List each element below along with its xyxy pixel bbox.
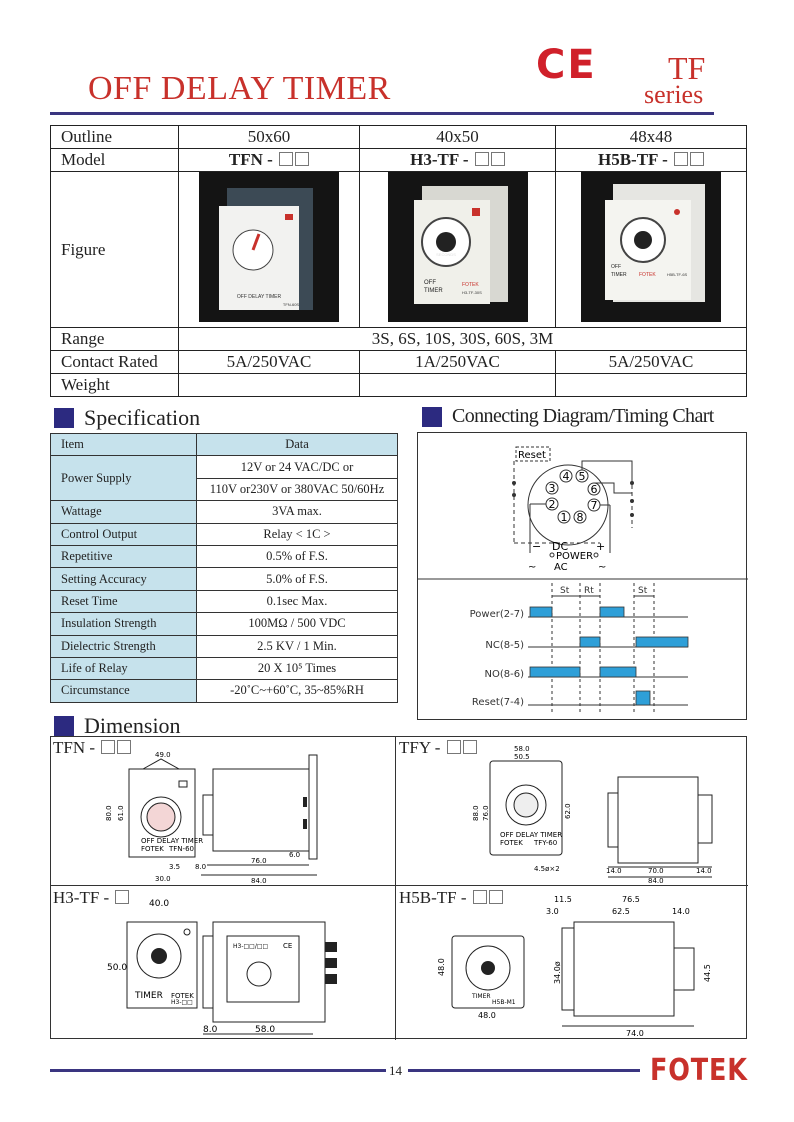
outline-label: Outline [51,126,179,149]
heading-square-icon [54,716,74,736]
outline-tfn: 50x60 [179,126,360,149]
weight-h3 [360,374,556,397]
tfy-dim-label: TFY - [399,738,477,758]
spec-row [51,568,398,590]
page-number: 14 [389,1063,402,1078]
svg-text:6.0: 6.0 [289,851,301,859]
h5b-photo-off: OFF [611,264,621,270]
svg-text:88.0: 88.0 [472,805,480,821]
tfn-photo-model: TFN-60S [282,302,300,307]
svg-text:TIMER: TIMER [135,991,163,1001]
svg-text:4.5ø×2: 4.5ø×2 [534,865,560,873]
row-figure [51,172,747,328]
svg-text:8.0: 8.0 [203,1025,218,1035]
power-pulse-2 [600,607,624,617]
row-range [51,328,747,351]
weight-label: Weight [51,374,179,397]
h5b-dimension-drawing [396,886,748,1040]
h5b-dim-label: H5B-TF - [399,888,503,908]
spec-value: -20˚C~+60˚C, 35~85%RH [197,680,398,702]
svg-text:80.0: 80.0 [105,805,113,821]
svg-text:50.0: 50.0 [107,963,128,973]
svg-text:74.0: 74.0 [626,1029,644,1038]
pin-1: 1 [560,511,568,524]
tfn-dimension-drawing [51,737,395,885]
tfn-photo [199,172,339,322]
spec-value: 5.0% of F.S. [197,568,398,590]
nc-pulse-2 [636,637,688,647]
pin-5: 5 [578,470,586,483]
ac-label: AC [554,562,568,573]
svg-text:48.0: 48.0 [437,958,446,976]
model-h3: H3-TF - [360,149,556,172]
page-title: OFF DELAY TIMER [88,70,391,107]
spec-value: 2.5 KV / 1 Min. [197,635,398,657]
dimension-box [50,736,747,1039]
h3-photo-seconds: SECONDS [435,252,456,257]
model-h5b: H5B-TF - [556,149,747,172]
h3-photo-model: H3-TF-30S [461,290,482,295]
svg-text:11.5: 11.5 [554,895,572,904]
spec-item: Setting Accuracy [51,568,197,590]
spec-item: Wattage [51,501,197,523]
svg-text:76.0: 76.0 [482,805,490,821]
svg-text:30.0: 30.0 [155,875,171,883]
figure-tfn [179,172,360,328]
contact-tfn: 5A/250VAC [179,351,360,374]
pin-2: 2 [548,498,556,511]
svg-text:OFF DELAY TIMER: OFF DELAY TIMER [500,831,563,839]
svg-text:84.0: 84.0 [251,877,267,885]
svg-text:CE: CE [283,942,293,950]
outline-h5b: 48x48 [556,126,747,149]
h3-photo-off: OFF [423,280,436,286]
heading-square-icon [422,407,442,427]
svg-text:76.5: 76.5 [622,895,640,904]
h3-dimension-drawing [51,886,395,1040]
h3-photo-brand: FOTEK [461,282,479,288]
row-weight [51,374,747,397]
pin-6: 6 [590,483,598,496]
tfn-dim-label: TFN - [53,738,131,758]
no-pulse-1 [530,667,580,677]
svg-text:61.0: 61.0 [117,805,125,821]
h5b-photo-timer: TIMER [611,272,627,278]
svg-text:76.0: 76.0 [251,857,267,865]
pin-8: 8 [576,511,584,524]
svg-text:50.5: 50.5 [514,753,530,761]
spec-row [51,590,398,612]
fotek-logo: FOTEK [650,1053,748,1088]
spec-item: Control Output [51,523,197,545]
svg-text:TFY-60: TFY-60 [534,839,558,847]
spec-row [51,523,398,545]
spec-value: 12V or 24 VAC/DC or [197,456,398,478]
spec-item: Reset Time [51,590,197,612]
figure-h5b [556,172,747,328]
contact-label: Contact Rated [51,351,179,374]
heading-square-icon [54,408,74,428]
nc-pulse-1 [580,637,600,647]
spec-header-data: Data [197,434,398,456]
spec-row [51,501,398,523]
svg-text:70.0: 70.0 [648,867,664,875]
row-model [51,149,747,172]
figure-label: Figure [51,172,179,328]
svg-text:OFF DELAY TIMER: OFF DELAY TIMER [141,837,204,845]
spec-value: 20 X 10⁵ Times [197,657,398,679]
svg-text:H5B-M1: H5B-M1 [492,999,516,1006]
range-value: 3S, 6S, 10S, 30S, 60S, 3M [179,328,747,351]
signal-no-label: NO(8-6) [484,669,524,680]
specification-table [50,433,398,703]
series-code: TF [668,50,706,86]
spec-value: 3VA max. [197,501,398,523]
svg-text:TIMER: TIMER [472,993,491,1000]
spec-row [51,680,398,702]
figure-h3 [360,172,556,328]
spec-value: 110V or230V or 380VAC 50/60Hz [197,478,398,500]
svg-text:3.5: 3.5 [169,863,181,871]
footer-rule-right [408,1069,640,1072]
tfy-dimension-drawing [396,737,748,885]
svg-text:14.0: 14.0 [696,867,712,875]
outline-h3: 40x50 [360,126,556,149]
power-pulse-1 [530,607,552,617]
dc-plus-label: + [596,540,606,553]
svg-text:H3-□□: H3-□□ [171,999,193,1006]
h5b-photo-model: H5B-TF-6S [667,272,688,277]
pin-4: 4 [562,470,570,483]
signal-reset-label: Reset(7-4) [471,697,524,708]
connecting-diagram-box [417,432,747,720]
svg-text:34.0ø: 34.0ø [553,961,562,984]
tfn-photo-caption: OFF DELAY TIMER [236,294,282,300]
svg-text:62.0: 62.0 [564,803,572,819]
svg-text:TFN-60: TFN-60 [169,845,194,853]
h5b-photo [581,172,721,322]
spec-row [51,456,398,478]
dimension-heading: Dimension [54,713,181,739]
ac-tilde-left: ~ [528,562,537,573]
footer-rule-left [50,1069,386,1072]
row-outline [51,126,747,149]
dc-minus-label: − [532,540,542,553]
svg-text:58.0: 58.0 [255,1025,276,1035]
specification-heading: Specification [54,405,200,431]
svg-text:14.0: 14.0 [672,907,690,916]
spec-value: 100MΩ / 500 VDC [197,613,398,635]
spec-row [51,657,398,679]
row-contact [51,351,747,374]
svg-text:FOTEK: FOTEK [171,992,194,1000]
weight-h5b [556,374,747,397]
weight-tfn [179,374,360,397]
series-word: series [644,80,704,109]
spec-row [51,635,398,657]
spec-item: Circumstance [51,680,197,702]
spec-row [51,545,398,567]
range-label: Range [51,328,179,351]
rt-label: Rt [584,586,594,596]
signal-power-label: Power(2-7) [469,609,524,620]
svg-text:49.0: 49.0 [155,751,171,759]
power-label: POWER [556,551,594,562]
h3-photo-timer: TIMER [423,288,443,294]
svg-text:14.0: 14.0 [606,867,622,875]
reset-label: Reset [518,450,546,461]
spec-item: Power Supply [51,456,197,501]
model-label: Model [51,149,179,172]
spec-row [51,613,398,635]
signal-nc-label: NC(8-5) [485,640,524,651]
spec-value: 0.5% of F.S. [197,545,398,567]
ce-mark: CE [536,42,597,88]
ac-tilde-right: ~ [598,562,607,573]
model-tfn: TFN - [179,149,360,172]
st-label-1: St [560,586,570,596]
spec-value: 0.1sec Max. [197,590,398,612]
no-pulse-2 [600,667,636,677]
pin-3: 3 [548,482,556,495]
header-rule [50,112,714,115]
svg-text:44.5: 44.5 [703,964,712,982]
svg-text:48.0: 48.0 [478,1011,496,1020]
spec-item: Insulation Strength [51,613,197,635]
h3-dim-label: H3-TF - [53,888,129,908]
svg-text:FOTEK: FOTEK [141,845,164,853]
svg-text:FOTEK: FOTEK [500,839,523,847]
spec-value: Relay < 1C > [197,523,398,545]
svg-text:8.0: 8.0 [195,863,207,871]
dc-label: DC [552,540,569,553]
wiring-and-timing-svg [418,433,748,721]
spec-item: Repetitive [51,545,197,567]
contact-h5b: 5A/250VAC [556,351,747,374]
svg-text:58.0: 58.0 [514,745,530,753]
spec-header-row [51,434,398,456]
connecting-heading: Connecting Diagram/Timing Chart [422,405,714,428]
spec-header-item: Item [51,434,197,456]
spec-item: Dielectric Strength [51,635,197,657]
contact-h3: 1A/250VAC [360,351,556,374]
svg-text:H3-□□/□□: H3-□□/□□ [233,943,269,950]
svg-text:84.0: 84.0 [648,877,664,885]
overview-table [50,125,747,397]
pin-7: 7 [590,499,598,512]
reset-pulse [636,691,650,705]
st-label-2: St [638,586,648,596]
svg-text:3.0: 3.0 [546,907,559,916]
h3-photo [388,172,528,322]
svg-text:40.0: 40.0 [149,899,170,909]
spec-item: Life of Relay [51,657,197,679]
svg-text:62.5: 62.5 [612,907,630,916]
h5b-photo-brand: FOTEK [639,272,656,278]
